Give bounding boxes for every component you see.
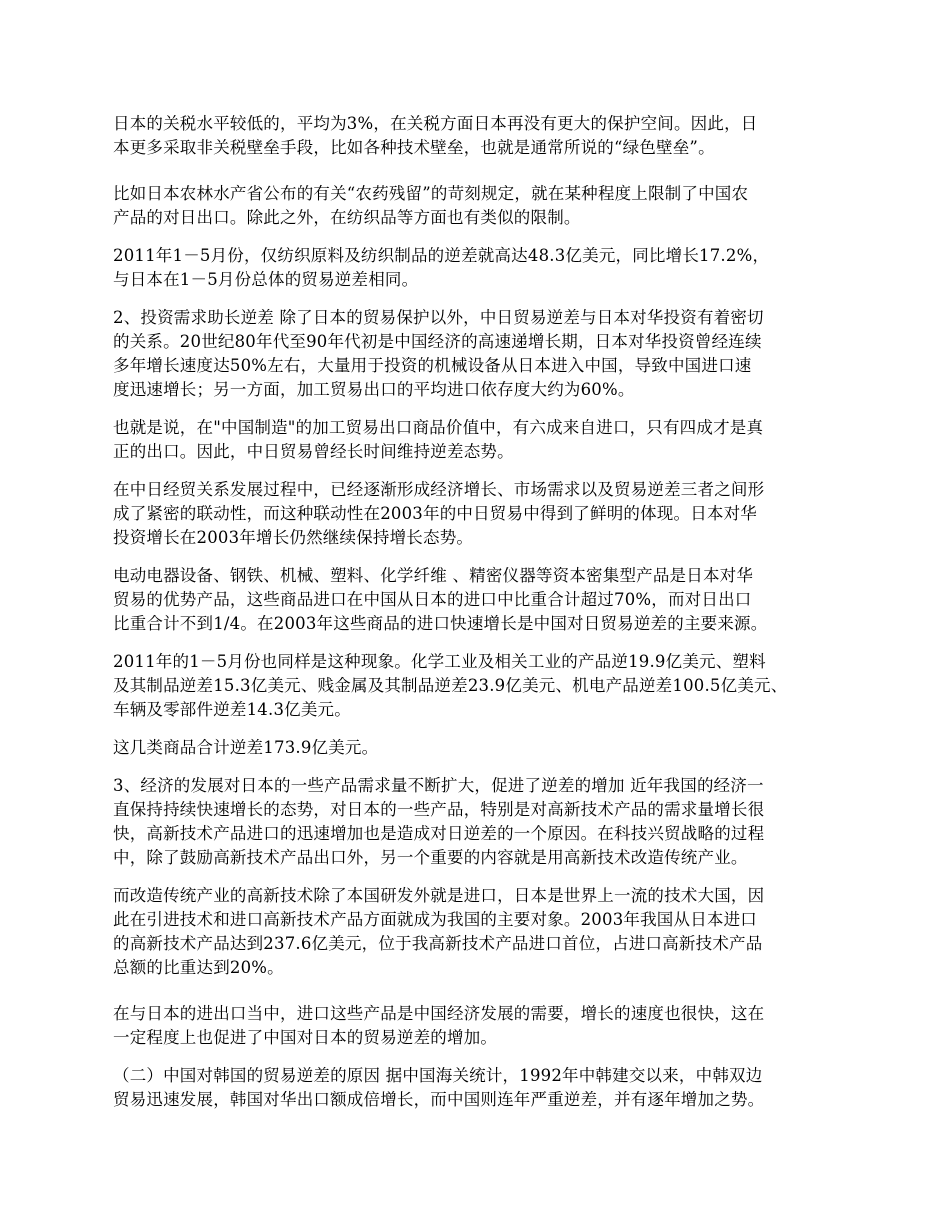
paragraph-pesticide-residue: 比如日本农林水产省公布的有关“农药残留”的苛刻规定，就在某种程度上限制了中国农 产品的对日出口。除此之外，在纺织品等方面也有类似的限制。 [113, 184, 749, 227]
paragraph-textile-deficit: 2011年1－5月份，仅纺织原料及纺织制品的逆差就高达48.3亿美元，同比增长17.2%， 与日本在1－5月份总体的贸易逆差相同。 [113, 246, 770, 289]
document-body [113, 112, 843, 1126]
paragraph-investment-demand: 2、投资需求助长逆差 除了日本的贸易保护以外，中日贸易逆差与日本对华投资有着密切 的关系。20世纪80年代至90年代初是中国经济的高速递增长期，日本对华投资曾经连续 多年增长速度达50%左右，大量用于投资的机械设备从日本进入中国，导致中国进口速 度迅速增长；另一方面，加工贸易出口的平均进口依存度大约为60%。 [113, 308, 764, 399]
paragraph-capital-goods: 电动电器设备、钢铁、机械、塑料、化学纤维 、精密仪器等资本密集型产品是日本对华 贸易的优势产品，这些商品进口在中国从日本的进口中比重合计超过70%，而对日出口 比重合计不到1/4。在2003年这些商品的进口快速增长是中国对日贸易逆差的主要来源。 [113, 566, 768, 633]
paragraph-green-barrier: 日本的关税水平较低的，平均为3%，在关税方面日本再没有更大的保护空间。因此，日 本更多采取非关税壁垒手段，比如各种技术壁垒，也就是通常所说的“绿色壁垒”。 [113, 114, 758, 157]
paragraph-import-growth: 在与日本的进出口当中，进口这些产品是中国经济发展的需要，增长的速度也很快，这在 一定程度上也促进了中国对日本的贸易逆差的增加。 [113, 1004, 765, 1047]
paragraph-high-tech-imports: 而改造传统产业的高新技术除了本国研发外就是进口，日本是世界上一流的技术大国，因 此在引进技术和进口高新技术产品方面就成为我国的主要对象。2003年我国从日本进口 的高新技术产品达到237.6亿美元，位于我高新技术产品进口首位，占进口高新技术产品 总额的比重达到20%。 [113, 886, 765, 977]
paragraph-korea-deficit: （二）中国对韩国的贸易逆差的原因 据中国海关统计，1992年中韩建交以来，中韩双边 贸易迅速发展，韩国对华出口额成倍增长，而中国则连年严重逆差，并有逐年增加之势。 [113, 1066, 765, 1109]
paragraph-trade-relations: 在中日经贸关系发展过程中，已经逐渐形成经济增长、市场需求以及贸易逆差三者之间形 成了紧密的联动性，而这种联动性在2003年的中日贸易中得到了鲜明的体现。日本对华 投资增长在2003年增长仍然继续保持增长态势。 [113, 480, 765, 547]
paragraph-high-tech-demand: 3、经济的发展对日本的一些产品需求量不断扩大，促进了逆差的增加 近年我国的经济一 直保持持续快速增长的态势，对日本的一些产品，特别是对高新技术产品的需求量增长很 快，高新技术产品进口的迅速增加也是造成对日逆差的一个原因。在科技兴贸战略的过程 中，除了鼓励高新技术产品出口外，另一个重要的内容就是用高新技术改造传统产业。 [113, 776, 765, 867]
paragraph-total-deficit: 这几类商品合计逆差173.9亿美元。 [113, 738, 379, 757]
paragraph-made-in-china: 也就是说，在"中国制造"的加工贸易出口商品价值中，有六成来自进口，只有四成才是真 正的出口。因此，中日贸易曾经长时间维持逆差态势。 [113, 418, 764, 461]
paragraph-2011-deficits: 2011年的1－5月份也同样是这种现象。化学工业及相关工业的产品逆19.9亿美元、塑料 及其制品逆差15.3亿美元、贱金属及其制品逆差23.9亿美元、机电产品逆差100.5亿美元、 车辆及零部件逆差14.3亿美元。 [113, 652, 788, 719]
